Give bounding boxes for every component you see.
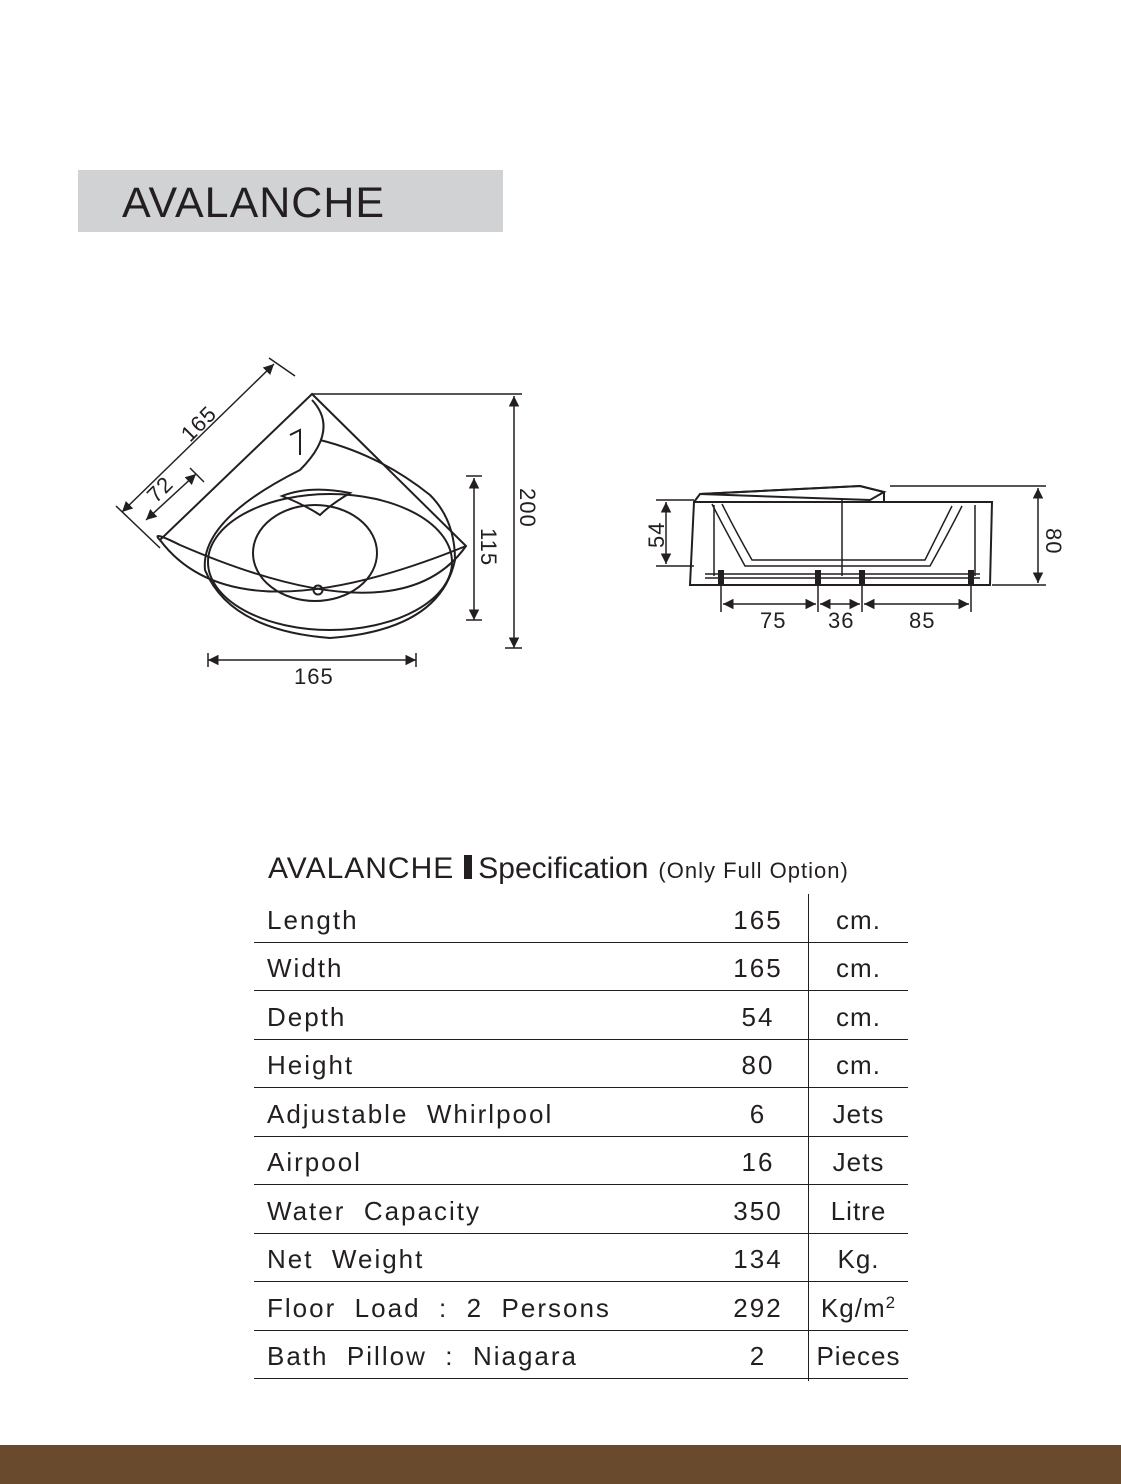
spec-value: 292 bbox=[733, 1292, 783, 1323]
spec-label: Net Weight bbox=[267, 1244, 425, 1274]
spec-unit: Kg. bbox=[837, 1244, 880, 1274]
spec-unit: cm. bbox=[836, 1001, 881, 1032]
spec-unit: cm. bbox=[836, 953, 881, 983]
spec-unit: cm. bbox=[836, 904, 881, 935]
spec-model-name: AVALANCHE bbox=[268, 852, 455, 885]
spec-unit bbox=[809, 1293, 908, 1324]
spec-value: 54 bbox=[741, 1001, 775, 1032]
dim-width-165: 165 bbox=[294, 664, 334, 689]
spec-label: Adjustable Whirlpool bbox=[267, 1098, 554, 1129]
spec-unit-exponent: 2 bbox=[885, 1292, 897, 1312]
spec-label: Height bbox=[267, 1050, 355, 1080]
spec-value: 2 bbox=[749, 1341, 767, 1371]
spec-row-bath-pillow bbox=[254, 1331, 908, 1380]
dim-basin-115: 115 bbox=[476, 528, 501, 567]
side-shell bbox=[690, 502, 992, 585]
spec-heading bbox=[268, 852, 849, 886]
side-view-drawing bbox=[690, 486, 992, 585]
spec-label: Water Capacity bbox=[267, 1195, 481, 1226]
spec-label: Length bbox=[267, 904, 359, 935]
spec-row-whirlpool bbox=[254, 1088, 908, 1137]
spec-unit: Litre bbox=[830, 1195, 887, 1226]
spec-unit-base: Kg/m bbox=[820, 1292, 886, 1323]
spec-value: 80 bbox=[741, 1050, 775, 1080]
spec-label: Airpool bbox=[267, 1147, 362, 1177]
spec-table bbox=[254, 894, 908, 1379]
spec-row-length bbox=[254, 894, 908, 943]
dim-leg-85: 85 bbox=[909, 608, 936, 633]
spec-row-airpool bbox=[254, 1137, 908, 1186]
spec-value: 165 bbox=[733, 904, 783, 935]
spec-unit: Jets bbox=[832, 1098, 885, 1129]
spec-row-width bbox=[254, 943, 908, 992]
side-cover bbox=[700, 486, 884, 500]
dim-depth-200: 200 bbox=[515, 488, 540, 528]
spec-value: 165 bbox=[733, 953, 783, 983]
dim-leg-36: 36 bbox=[828, 608, 855, 633]
dim-corner-72: 72 bbox=[141, 471, 179, 508]
spec-row-net-weight bbox=[254, 1234, 908, 1283]
spec-value: 16 bbox=[741, 1147, 775, 1177]
footer-bar bbox=[0, 1445, 1121, 1484]
spec-unit: Pieces bbox=[816, 1341, 901, 1371]
spec-value: 6 bbox=[749, 1098, 767, 1129]
spec-value: 350 bbox=[733, 1195, 783, 1226]
spec-row-water-capacity bbox=[254, 1185, 908, 1234]
spec-label: Depth bbox=[267, 1001, 347, 1032]
spec-row-height bbox=[254, 1040, 908, 1089]
spec-separator bbox=[464, 855, 472, 879]
spec-value: 134 bbox=[733, 1244, 783, 1274]
spec-unit: Jets bbox=[832, 1147, 885, 1177]
spec-unit: cm. bbox=[836, 1050, 881, 1080]
page-title: AVALANCHE bbox=[122, 179, 386, 227]
spec-note: (Only Full Option) bbox=[658, 858, 849, 883]
dim-height-80: 80 bbox=[1041, 528, 1066, 555]
spec-label: Width bbox=[267, 953, 344, 983]
spec-label: Floor Load : 2 Persons bbox=[267, 1292, 611, 1323]
spec-row-floor-load bbox=[254, 1282, 908, 1331]
spec-title: Specification bbox=[478, 852, 649, 885]
dim-leg-75: 75 bbox=[760, 608, 787, 633]
spec-row-depth bbox=[254, 991, 908, 1040]
dim-water-depth-54: 54 bbox=[644, 521, 669, 548]
spec-label: Bath Pillow : Niagara bbox=[267, 1341, 579, 1371]
dim-diagonal-165: 165 bbox=[175, 400, 222, 447]
